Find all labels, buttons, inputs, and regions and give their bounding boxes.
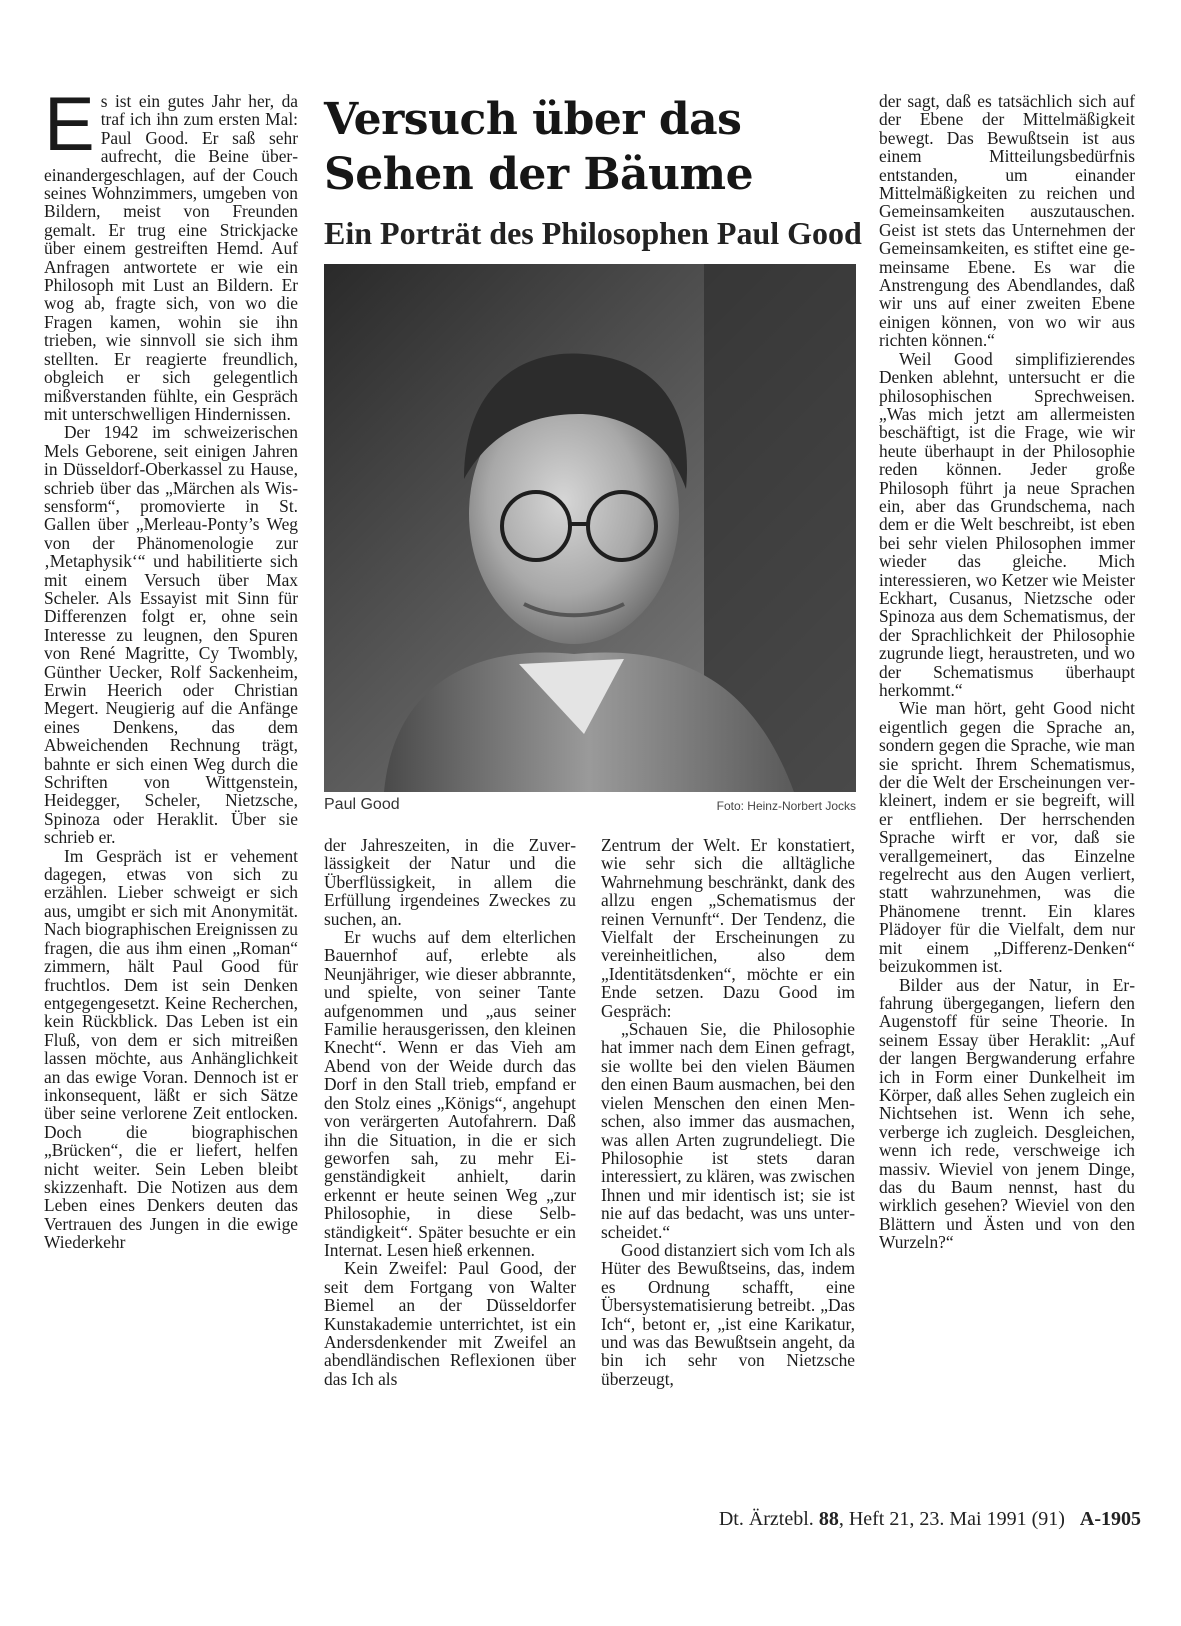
- photo-credit: Foto: Heinz-Norbert Jocks: [716, 799, 856, 813]
- page-footer: [719, 1508, 1141, 1531]
- paragraph: Er wuchs auf dem elterlichen Bauernhof auf, erlebte als Neunjähriger, wie dieser abbrannte, und spielte, von seiner Tante aufgenommen und „aus seiner Familie herausgerissen, den kleinen Knecht“. Wenn er das Vieh am Abend von der Weide durch das Dorf in den Stall trieb, empfand er den Stolz eines „Königs“, angehupt von verärgerten Autofahrern. Daß ihn die Situation, in die er sich geworfen sah, zu mehr Eigenständigkeit anhielt, darin erkennt er heute seinen Weg „zur Philosophie, in diese Selbständigkeit“. Später besuchte er ein Internat. Lesen hieß erkennen.: [324, 927, 576, 1260]
- paragraph: der Jahreszeiten, in die Zuverlässigkeit der Natur und die Überflüssigkeit, in allem die Erfüllung irgendeines Zweckes zu suchen, an.: [324, 835, 576, 929]
- photo-caption: [324, 796, 856, 820]
- paragraph-text: s ist ein gutes Jahr her, da traf ich ihn zum ersten Mal: Paul Good. Er saß sehr aufrecht, die Beine übereinandergeschlagen, auf der Couch seines Wohnzimmers, umgeben von Bildern, meist von Freunden gemalt. Er trug eine Strickjacke über einem gestreiften Hemd. Auf Anfragen antwortete er wie ein Philosoph mit Lust an Bildern. Er wog ab, fragte sich, von wo die Fragen kamen, wohin sie ihn trieben, wie sinnvoll sie sich ihm stellten. Er reagierte freundlich, obgleich er sich gelegentlich mißverstanden fühlte, ein Gespräch mit unterschwelligen Hindernissen.: [44, 91, 298, 424]
- drop-cap: E: [44, 82, 95, 167]
- portrait-photo: [324, 264, 856, 792]
- journal-volume: 88: [818, 1508, 839, 1530]
- paragraph: Weil Good simplifizierendes Denken ablehnt, untersucht er die philosophischen Sprechweisen. „Was mich jetzt am allermeisten beschäftigt, ist die Frage, wie wir heute überhaupt in der Philosophie reden können. Jeder große Philosoph führt ja neue Sprachen ein, aber das Grundschema, nach dem er die Welt beschreibt, ist eben bei sehr vielen Philosophen immer wieder das gleiche. Mich interessieren, wo Ketzer wie Meister Eckhart, Cusanus, Nietzsche oder Spinoza aus dem Schematismus, der der Sprachlichkeit der Philosophie zugrunde liegt, heraustreten, und wo der Schematismus überhaupt herkommt.“: [879, 348, 1135, 700]
- paragraph: Good distanziert sich vom Ich als Hüter des Bewußtseins, das, indem es Ordnung schafft, eine Übersystematisierung betreibt. „Das Ich“, betont er, „ist eine Karikatur, und was das Bewußtsein angeht, da bin ich sehr von Nietzsche überzeugt,: [601, 1239, 855, 1389]
- paragraph: [44, 82, 298, 424]
- paragraph: „Schauen Sie, die Philosophie hat immer nach dem Einen gefragt, sie wollte bei den vielen Bäumen den einen Baum ausmachen, bei den vielen Menschen den einen Menschen, also immer das ausmachen, was allen Arten zugrundeliegt. Die Philosophie ist stets daran interessiert, zu klären, was zwischen Ihnen und mir identisch ist; sie ist nie auf das bedacht, was uns unterscheidet.“: [601, 1019, 856, 1242]
- article-column-3: [601, 836, 855, 1388]
- article-headline: Versuch über das Sehen der Bäume: [324, 94, 754, 200]
- issue-date: , Heft 21, 23. Mai 1991 (91): [838, 1508, 1065, 1530]
- paragraph: Wie man hört, geht Good nicht eigentlich gegen die Sprache an, sondern gegen die Sprache, wie man sie spricht. Ihrem Schematismus, der die Welt der Erscheinungen verkleinert, indem er sie begreift, will er entfliehen. Der herrschenden Sprache wirft er vor, daß sie verallgemeinert, das Einzelne regelrecht aus den Augen verliert, statt wahrzunehmen, was die Phänomene trennt. Ein klares Plädoyer für die Vielfalt, dem nur mit einem „Differenz-Denken“ beizukommen ist.: [879, 698, 1135, 977]
- article-column-4: [879, 92, 1135, 1252]
- paragraph: Im Gespräch ist er vehement dagegen, etwas von sich zu erzählen. Lieber schweigt er sich aus, umgibt er sich mit Anonymität. Nach biographischen Ereignissen zu fragen, die aus ihm einen „Roman“ zimmern, hält Paul Good für fruchtlos. Dem ist sein Denken entgegengesetzt. Keine Recherchen, kein Rückblick. Das Leben ist ein Fluß, von dem er sich mitreißen lassen möchte, aus Anhänglichkeit an das ewige Voran. Dennoch ist er inkonsequent, läßt er sich Sätze über seine verlorene Zeit entlocken. Doch die biographischen „Brücken“, die er liefert, helfen nicht weiter. Sein Leben bleibt skizzenhaft. Die Notizen aus dem Leben eines Denkers deuten das Vertrauen des Jungen in die ewige Wiederkehr: [44, 845, 298, 1253]
- paragraph: Bilder aus der Natur, in Erfahrung übergegangen, liefern den Augenstoff für seine Theorie. In seinem Essay über Heraklit: „Auf der langen Bergwanderung erfahre ich in Form einer Dunkelheit im Körper, daß alles Sehen zugleich ein Nichtsehen ist. Wenn ich sehe, verberge ich zugleich. Desgleichen, wenn ich rede, verschweige ich massiv. Wieviel von jenem Dinge, das du Baum nennst, hast du wirklich gesehen? Wieviel von den Blättern und Ästen und von den Wurzeln?“: [879, 974, 1135, 1253]
- paragraph: Kein Zweifel: Paul Good, der seit dem Fortgang von Walter Biemel an der Düsseldorfer Kunstakademie unterrichtet, ist ein Andersdenkender mit Zweifel an abendländischen Reflexionen über das Ich als: [324, 1258, 576, 1389]
- article-column-2: [324, 836, 576, 1388]
- portrait-photo-image: [324, 264, 856, 792]
- paragraph: Zentrum der Welt. Er konstatiert, wie sehr sich die alltägliche Wahrnehmung beschränkt, dank des allzu engen „Schematismus der reinen Vernunft“. Der Tendenz, die Vielfalt der Erscheinungen zu vereinheitlichen, also dem „Identitätsdenken“, möchte er ein Ende setzen. Dazu Good im Gespräch:: [601, 835, 855, 1021]
- page-number: A-1905: [1079, 1508, 1141, 1530]
- paragraph: der sagt, daß es tatsächlich sich auf der Ebene der Mittelmäßigkeit bewegt. Das Bewußtsein ist aus einem Mitteilungsbedürfnis entstanden, um einander Mittelmäßigkeiten zu reichen und Gemeinsamkeiten auszutauschen. Geist ist stets das Unternehmen der Gemeinsamkeiten, es stiftet eine gemeinsame Ebene. Es war die Anstrengung des Abendlandes, daß wir uns auf einer zweiten Ebene einigen können, von wo wir aus richten können.“: [879, 91, 1135, 351]
- journal-name: Dt. Ärztebl.: [718, 1508, 814, 1530]
- article-column-1: [44, 82, 298, 1253]
- article-subtitle: Ein Porträt des Philosophen Paul Good: [324, 215, 862, 251]
- caption-name: Paul Good: [324, 796, 400, 813]
- paragraph: Der 1942 im schweizerischen Mels Geborene, seit einigen Jahren in Düsseldorf-Oberkassel zu Hause, schrieb über das „Märchen als Wissensform“, promovierte in St. Gallen über „Merleau-Ponty’s Weg von der Phänomenologie zur ‚Metaphysik‘“ und habilitierte sich mit einem Versuch über Max Scheler. Als Essayist mit Sinn für Differenzen folgt er, ohne sein Interesse zu leugnen, den Spuren von René Magritte, Cy Twombly, Günther Uecker, Rolf Sackenheim, Erwin Heerich oder Christian Megert. Neugierig auf die Anfänge eines Denkens, das dem Abweichenden Rechnung trägt, bahnte er sich einen Weg durch die Schriften von Wittgenstein, Heidegger, Scheler, Nietzsche, Spinoza oder Heraklit. Über sie schrieb er.: [44, 422, 298, 848]
